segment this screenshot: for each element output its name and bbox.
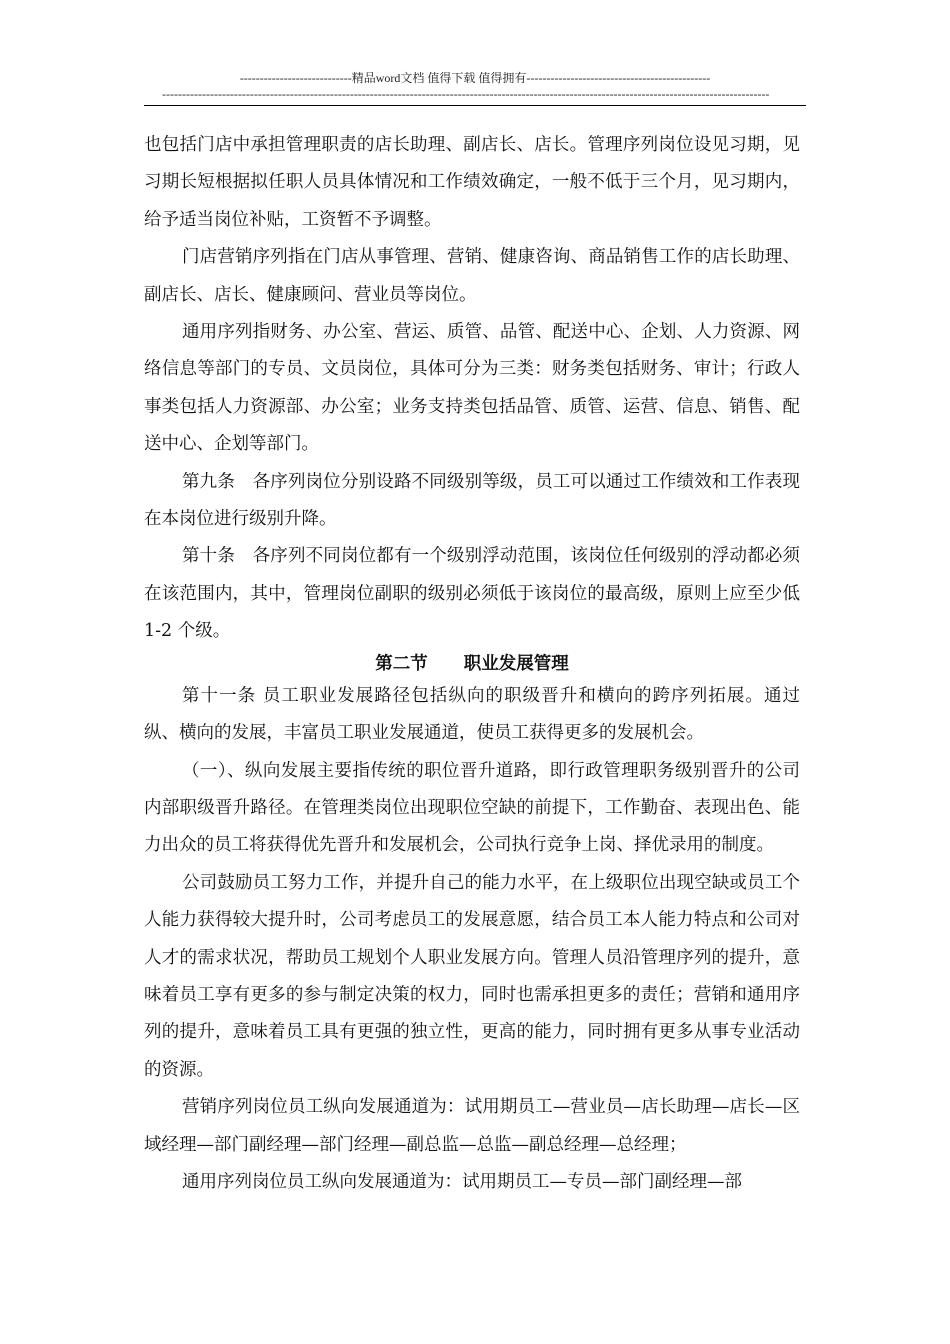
page-header-dashes: -------------------------------------------------------------------------------------------------------------------------------------------------------- — [162, 87, 770, 101]
section-number: 第二节 — [375, 653, 428, 674]
section-heading — [144, 651, 800, 678]
page-header-banner: ----------------------------精品word文档 值得下载 值得拥有---------------------------------------------- — [239, 71, 711, 85]
paragraph-continuation: 也包括门店中承担管理职责的店长助理、副店长、店长。管理序列岗位设见习期，见习期长短根据拟任职人员具体情况和工作绩效确定，一般不低于三个月，见习期内，给予适当岗位补贴，工资暂不予调整。 — [144, 135, 800, 230]
paragraph-article-9: 第九条 各序列岗位分别设路不同级别等级，员工可以通过工作绩效和工作表现在本岗位进行级别升降。 — [144, 471, 800, 530]
paragraph-article-11: 第十一条 员工职业发展路径包括纵向的职级晋升和横向的跨序列拓展。通过纵、横向的发展，丰富员工职业发展通道，使员工获得更多的发展机会。 — [144, 685, 800, 744]
header-rule — [144, 105, 806, 106]
paragraph-sales-sequence: 门店营销序列指在门店从事管理、营销、健康咨询、商品销售工作的店长助理、副店长、店长、健康顾问、营业员等岗位。 — [144, 247, 800, 305]
document-body — [144, 127, 800, 1201]
paragraph-sales-path: 营销序列岗位员工纵向发展通道为：试用期员工—营业员—店长助理—店长—区域经理—部门副经理—部门经理—副总监—总监—副总经理—总经理； — [144, 1097, 800, 1155]
paragraph-general-path: 通用序列岗位员工纵向发展通道为：试用期员工—专员—部门副经理—部 — [182, 1171, 742, 1192]
paragraph-vertical-development: （一）、纵向发展主要指传统的职位晋升道路，即行政管理职务级别晋升的公司内部职级晋升路径。在管理类岗位出现职位空缺的前提下，工作勤奋、表现出色、能力出众的员工将获得优先晋升和发展机会，公司执行竞争上岗、择优录用的制度。 — [144, 760, 800, 856]
paragraph-article-10: 第十条 各序列不同岗位都有一个级别浮动范围，该岗位任何级别的浮动都必须在该范围内，其中，管理岗位副职的级别必须低于该岗位的最高级，原则上应至少低 1-2 个级。 — [144, 546, 800, 642]
section-title: 职业发展管理 — [463, 653, 569, 674]
paragraph-encouragement: 公司鼓励员工努力工作，并提升自己的能力水平，在上级职位出现空缺或员工个人能力获得较大提升时，公司考虑员工的发展意愿，结合员工本人能力特点和公司对人才的需求状况，帮助员工规划个人职业发展方向。管理人员沿管理序列的提升，意味着员工享有更多的参与制定决策的权力，同时也需承担更多的责任；营销和通用序列的提升，意味着员工具有更强的独立性，更高的能力，同时拥有更多从事专业活动的资源。 — [144, 872, 800, 1080]
paragraph-general-sequence: 通用序列指财务、办公室、营运、质管、品管、配送中心、企划、人力资源、网络信息等部门的专员、文员岗位，具体可分为三类：财务类包括财务、审计；行政人事类包括人力资源部、办公室；业务支持类包括品管、质管、运营、信息、销售、配送中心、企划等部门。 — [144, 322, 800, 455]
